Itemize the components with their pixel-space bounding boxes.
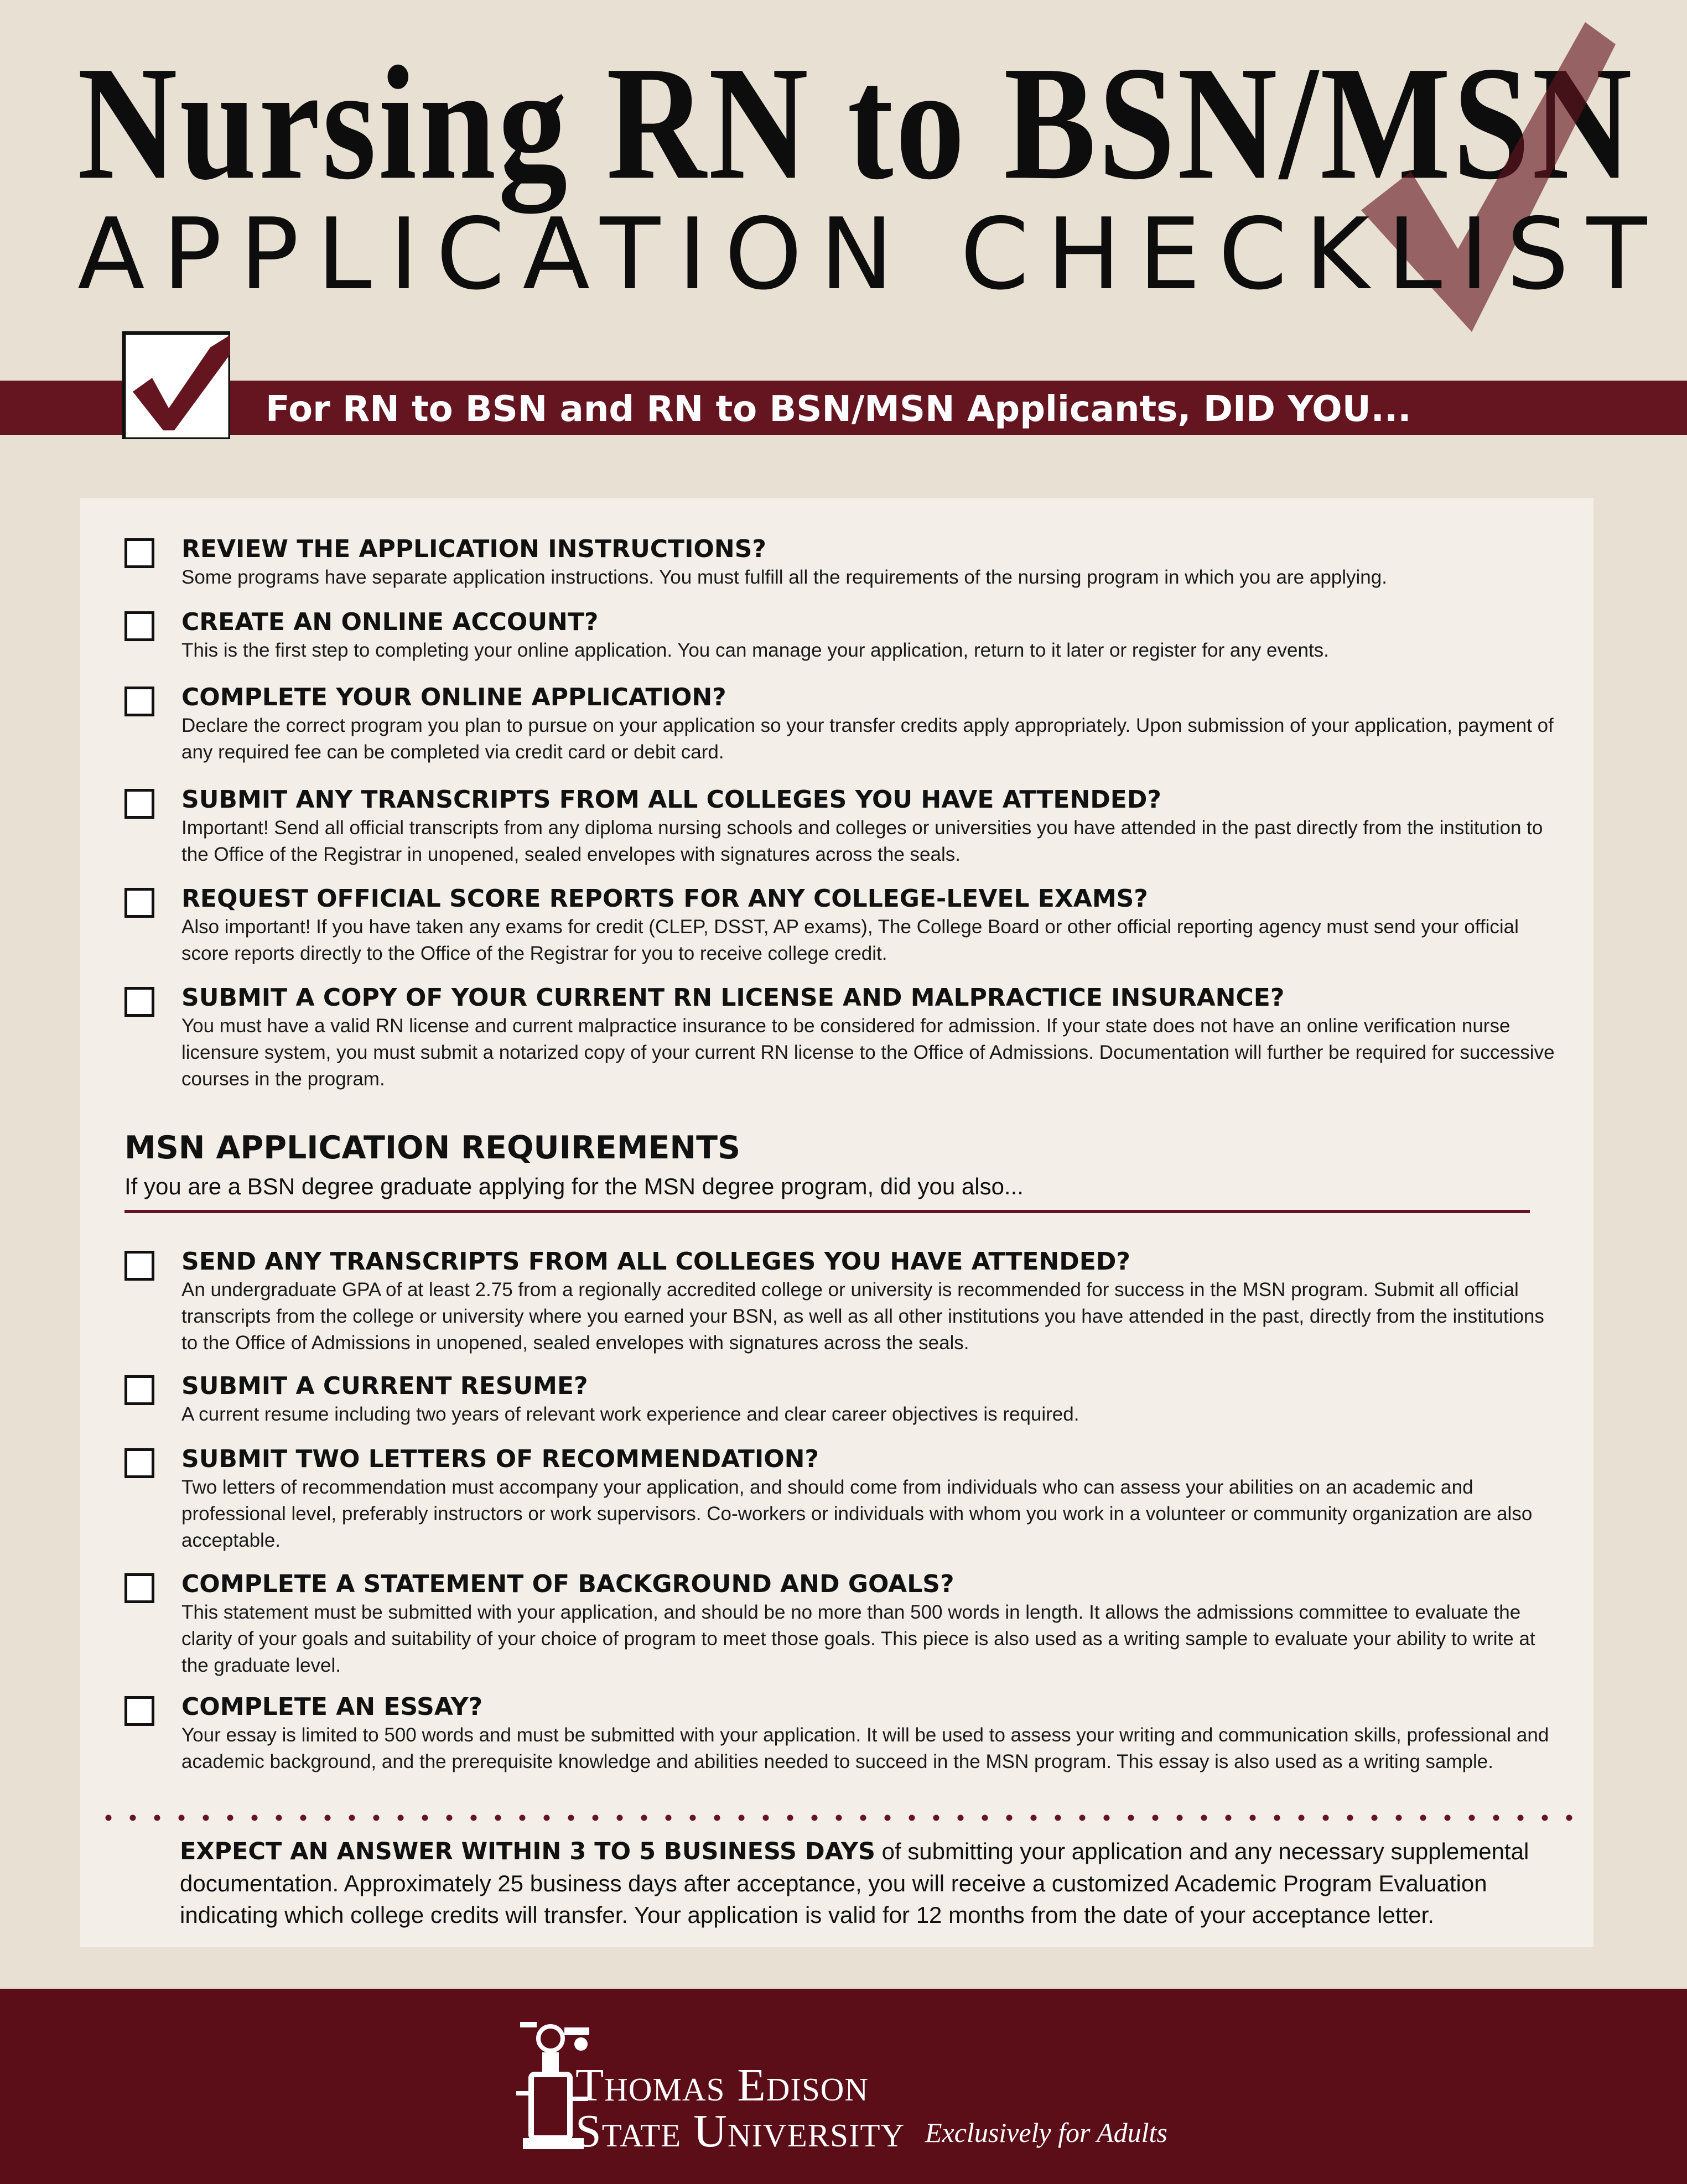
- item-description: This is the first step to completing your online application. You can manage your application, return to it later or register for any events.: [181, 639, 1329, 661]
- item-title: SUBMIT A COPY OF YOUR CURRENT RN LICENSE AND MALPRACTICE INSURANCE?: [181, 984, 1285, 1012]
- item-description: Important! Send all official transcripts from any diploma nursing schools and colleges or universities you have attended in the past directly from the institution to the Office of the Registrar in unopened, sealed envelopes with signatures across the seals.: [181, 817, 1543, 865]
- item-description: This statement must be submitted with your application, and should be no more than 500 words in length. It allows the admissions committee to evaluate the clarity of your goals and suitability of your choice of program to meet those goals. This piece is also used as a writing sample to evaluate your ability to write at the graduate level.: [181, 1601, 1535, 1676]
- item-title: SUBMIT ANY TRANSCRIPTS FROM ALL COLLEGES YOU HAVE ATTENDED?: [181, 786, 1161, 814]
- university-name-line1: Thomas Edison: [575, 2060, 869, 2111]
- item-description: Two letters of recommendation must accompany your application, and should come from individuals who can assess your abilities on an academic and professional level, preferably instructors or work supervisors. Co-workers or individuals with whom you work in a volunteer or community organization are also acceptable.: [181, 1476, 1533, 1551]
- answer-note-text: of submitting your application and any necessary supplemental documentation. Approximately 25 business days after acceptance, you will receive a customized Academic Program Evaluation indicating which college credits will transfer. Your application is valid for 12 months from the date of your acceptance letter.: [180, 1838, 1529, 1928]
- checkbox[interactable]: [124, 687, 154, 716]
- item-title: SUBMIT TWO LETTERS OF RECOMMENDATION?: [181, 1445, 819, 1473]
- checkbox[interactable]: [124, 538, 154, 568]
- checkbox[interactable]: [124, 1696, 154, 1726]
- checkbox[interactable]: [124, 1375, 154, 1405]
- item-description: A current resume including two years of relevant work experience and clear career objectives is required.: [181, 1403, 1079, 1425]
- checkbox[interactable]: [124, 611, 154, 641]
- section-heading: MSN APPLICATION REQUIREMENTS: [124, 1130, 741, 1166]
- checkbox[interactable]: [124, 888, 154, 918]
- item-title: SEND ANY TRANSCRIPTS FROM ALL COLLEGES YOU HAVE ATTENDED?: [181, 1247, 1130, 1276]
- divider: [124, 1210, 1530, 1213]
- answer-note: [180, 1835, 1563, 1931]
- checkbox[interactable]: [124, 1573, 154, 1603]
- answer-note-bold: EXPECT AN ANSWER WITHIN 3 TO 5 BUSINESS DAYS: [180, 1838, 875, 1865]
- item-description: An undergraduate GPA of at least 2.75 from a regionally accredited college or university is recommended for success in the MSN program. Submit all official transcripts from the college or university where you earned your BSN, as well as all other institutions you have attended in the past, directly from the institutions to the Office of Admissions in unopened, sealed envelopes with signatures across the seals.: [181, 1279, 1544, 1354]
- checkbox[interactable]: [124, 1251, 154, 1281]
- item-title: REQUEST OFFICIAL SCORE REPORTS FOR ANY COLLEGE-LEVEL EXAMS?: [181, 885, 1148, 913]
- checkbox[interactable]: [124, 1448, 154, 1478]
- section-subheading: If you are a BSN degree graduate applying for the MSN degree program, did you also...: [124, 1173, 1024, 1199]
- banner-title: For RN to BSN and RN to BSN/MSN Applicants, DID YOU...: [266, 389, 1411, 430]
- item-description: Also important! If you have taken any exams for credit (CLEP, DSST, AP exams), The College Board or other official reporting agency must send your official score reports directly to the Office of the Registrar for you to receive college credit.: [181, 916, 1519, 964]
- item-title: COMPLETE AN ESSAY?: [181, 1693, 483, 1721]
- page-subtitle: APPLICATION CHECKLIST: [77, 197, 1665, 311]
- item-description: Your essay is limited to 500 words and must be submitted with your application. It will be used to assess your writing and communication skills, professional and academic background, and the prerequisite knowledge and abilities needed to succeed in the MSN program. This essay is also used as a writing sample.: [181, 1724, 1549, 1772]
- checkbox[interactable]: [124, 789, 154, 819]
- university-name-line2: State University: [575, 2105, 905, 2157]
- item-title: CREATE AN ONLINE ACCOUNT?: [181, 608, 599, 636]
- dotted-divider: [105, 1812, 1577, 1823]
- checkbox-check-icon: [122, 331, 230, 439]
- checkbox[interactable]: [124, 987, 154, 1017]
- tagline: Exclusively for Adults: [925, 2117, 1167, 2148]
- item-description: You must have a valid RN license and current malpractice insurance to be considered for admission. If your state does not have an online verification nurse licensure system, you must submit a notarized copy of your current RN license to the Office of Admissions. Documentation will further be required for successive courses in the program.: [181, 1015, 1555, 1090]
- page-title: Nursing RN to BSN/MSN: [77, 33, 1634, 214]
- item-title: COMPLETE YOUR ONLINE APPLICATION?: [181, 683, 726, 711]
- item-description: Some programs have separate application instructions. You must fulfill all the requirements of the nursing program in which you are applying.: [181, 566, 1387, 588]
- item-title: COMPLETE A STATEMENT OF BACKGROUND AND GOALS?: [181, 1570, 954, 1598]
- item-title: REVIEW THE APPLICATION INSTRUCTIONS?: [181, 535, 766, 563]
- item-description: Declare the correct program you plan to pursue on your application so your transfer credits apply appropriately. Upon submission of your application, payment of any required fee can be completed via credit card or debit card.: [181, 715, 1554, 763]
- item-title: SUBMIT A CURRENT RESUME?: [181, 1372, 588, 1400]
